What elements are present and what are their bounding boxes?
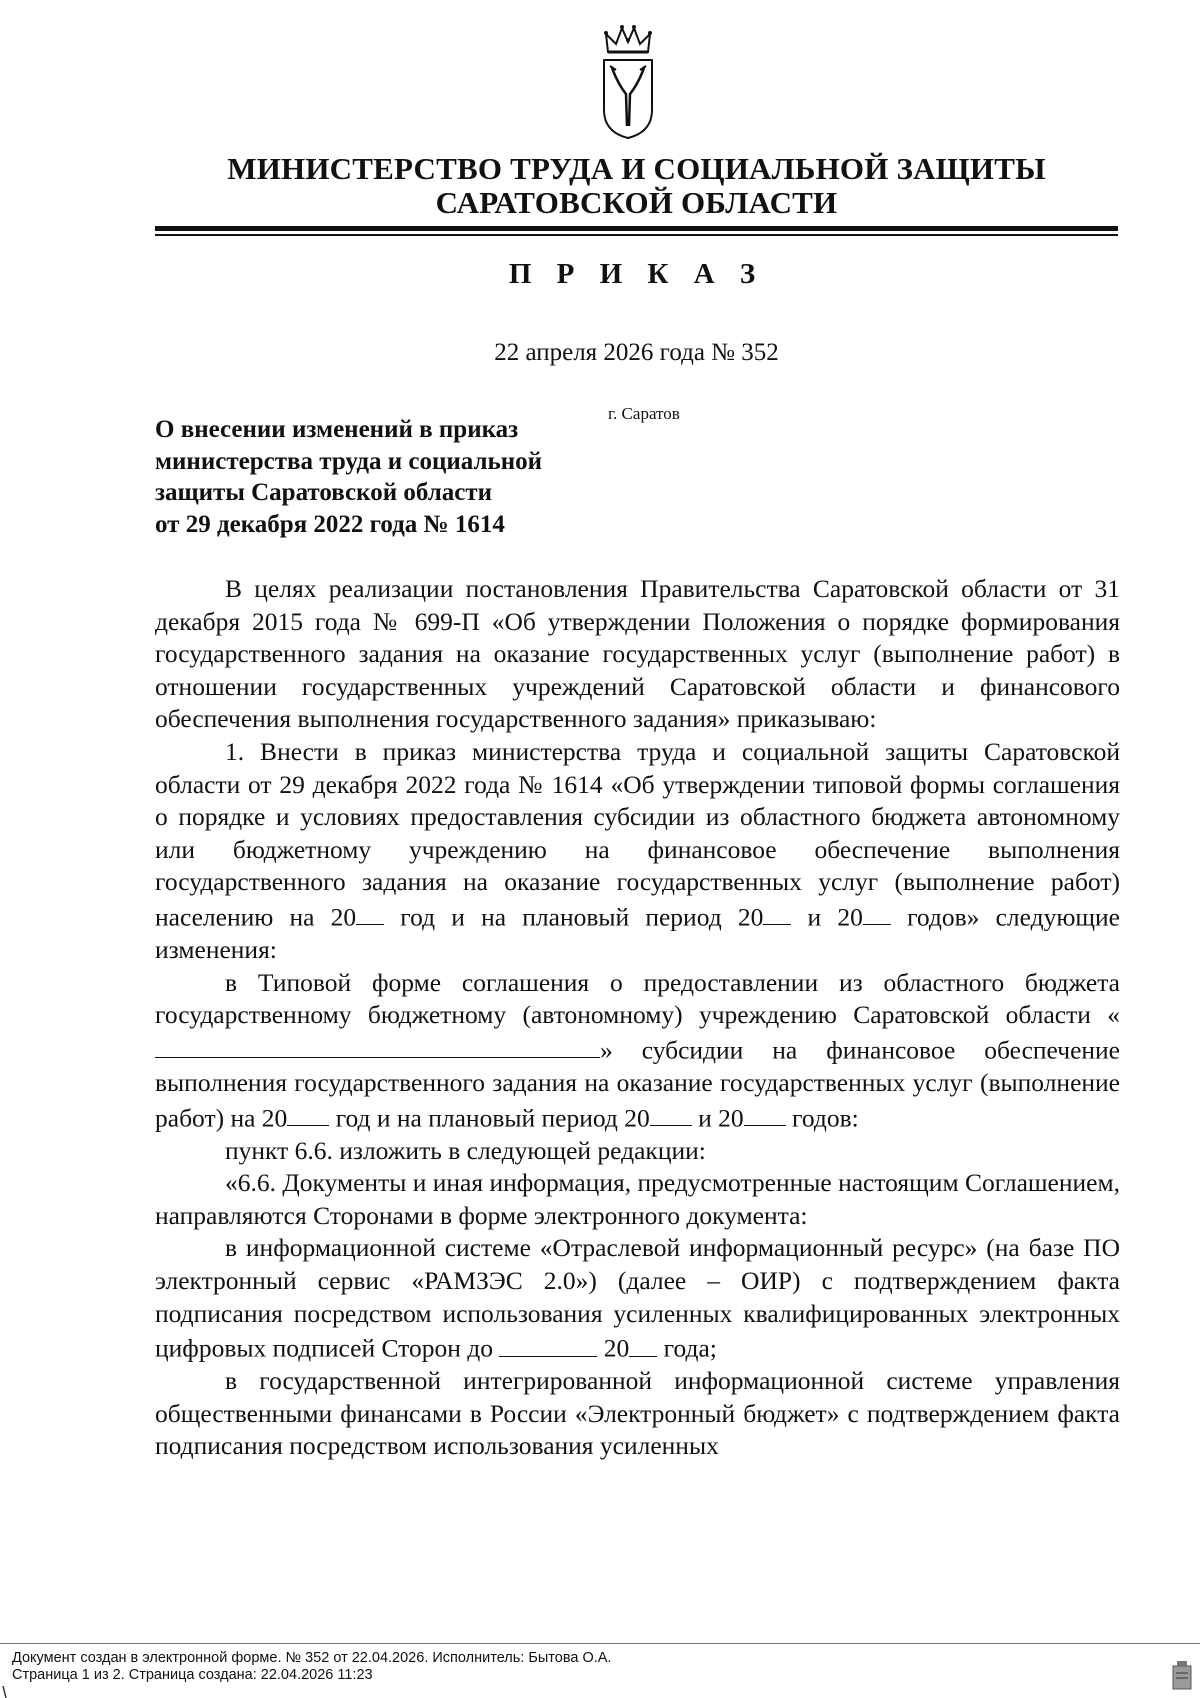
blank-year xyxy=(287,1100,329,1127)
order-body xyxy=(155,573,1120,1463)
blank-date xyxy=(499,1330,597,1357)
body-paragraph-item-1 xyxy=(155,736,1120,967)
p3-text-d: и 20 xyxy=(691,1103,744,1132)
p6-text-b: 20 xyxy=(597,1333,630,1363)
document-stamp-icon xyxy=(1172,1660,1192,1690)
ministry-name-line2: САРАТОВСКОЙ ОБЛАСТИ xyxy=(435,185,838,220)
p3-text-a: в Типовой форме соглашения о предоставлении из областного бюджета государственному бюджетному (автономному) учреждению Саратовской области « xyxy=(155,967,1120,1030)
document-footer xyxy=(12,1650,1062,1684)
header-rule-thick xyxy=(155,226,1118,231)
body-paragraph-oir xyxy=(155,1232,1120,1365)
p6-text-c: года; xyxy=(657,1333,717,1363)
order-subject xyxy=(155,414,625,540)
body-paragraph-point: пункт 6.6. изложить в следующей редакции: xyxy=(225,1135,706,1165)
body-paragraph-electronic-budget: в государственной интегрированной информационной системе управления общественными финансами в России «Электронный бюджет» с подтверждением факта подписания посредством использования усиленных xyxy=(155,1366,1120,1461)
body-paragraph-6-6: «6.6. Документы и иная информация, предусмотренные настоящим Соглашением, направляются Сторонами в форме электронного документа: xyxy=(155,1168,1120,1230)
subject-line1: О внесении изменений в приказ xyxy=(155,416,519,443)
footer-divider xyxy=(0,1643,1200,1644)
header-rule-thin xyxy=(155,234,1118,236)
order-date-number: 22 апреля 2026 года № 352 xyxy=(494,339,779,366)
subject-line3: защиты Саратовской области xyxy=(155,479,493,506)
coat-of-arms-icon xyxy=(600,22,656,142)
p3-text-e: годов: xyxy=(785,1103,859,1132)
ministry-name xyxy=(155,152,1118,220)
footer-line1: Документ создан в электронной форме. № 352 от 22.04.2026. Исполнитель: Бытова О.А. xyxy=(12,1650,612,1666)
subject-line4: от 29 декабря 2022 года № 1614 xyxy=(155,510,505,538)
order-city: г. Саратов xyxy=(608,404,680,423)
blank-year xyxy=(763,899,791,926)
footer-line2: Страница 1 из 2. Страница создана: 22.04.2026 11:23 xyxy=(12,1667,373,1683)
p3-text-b: » субсидии на финансовое обеспечение выполнения государственного задания на оказание государственных услуг (выполнение работ) на 20 xyxy=(155,1035,1120,1132)
blank-year xyxy=(629,1330,657,1357)
p2-text-c: и 20 xyxy=(791,902,863,932)
order-title: П Р И К А З xyxy=(508,258,765,290)
blank-year xyxy=(863,899,891,926)
body-paragraph-preamble: В целях реализации постановления Правительства Саратовской области от 31 декабря 2015 года № 699-П «Об утверждении Положения о порядке формирования государственного задания на оказание государственных услуг (выполнение работ) в отношении государственных учреждений Саратовской области и финансового обеспечения выполнения государственного задания» приказываю: xyxy=(155,574,1120,734)
blank-institution-name xyxy=(155,1032,600,1059)
p2-text-d: годов» следующие изменения: xyxy=(155,902,1120,965)
p2-text-a: 1. Внести в приказ министерства труда и социальной защиты Саратовской области от 29 декабря 2022 года № 1614 «Об утверждении типовой формы соглашения о порядке и условиях предоставления субсидии из областного бюджета автономному или бюджетному учреждению на финансовое обеспечение выполнения государственного задания на оказание государственных услуг (выполнение работ) населению на 20 xyxy=(155,736,1120,932)
blank-year xyxy=(744,1100,786,1127)
p3-text-c: год и на плановый период 20 xyxy=(329,1103,650,1132)
p6-text-a: в информационной системе «Отраслевой информационный ресурс» (на базе ПО электронный сервис «РАМЗЭС 2.0») (далее – ОИР) с подтверждением факта подписания посредством использования усиленных квалифицированных электронных цифровых подписей Сторон до xyxy=(155,1233,1120,1363)
ministry-name-line1: МИНИСТЕРСТВО ТРУДА И СОЦИАЛЬНОЙ ЗАЩИТЫ xyxy=(227,151,1046,186)
scan-corner-mark-icon xyxy=(2,1686,12,1698)
blank-year xyxy=(650,1100,692,1127)
p2-text-b: год и на плановый период 20 xyxy=(384,902,764,932)
subject-line2: министерства труда и социальной xyxy=(155,447,543,475)
body-paragraph-form xyxy=(155,967,1120,1135)
blank-year xyxy=(356,899,384,926)
